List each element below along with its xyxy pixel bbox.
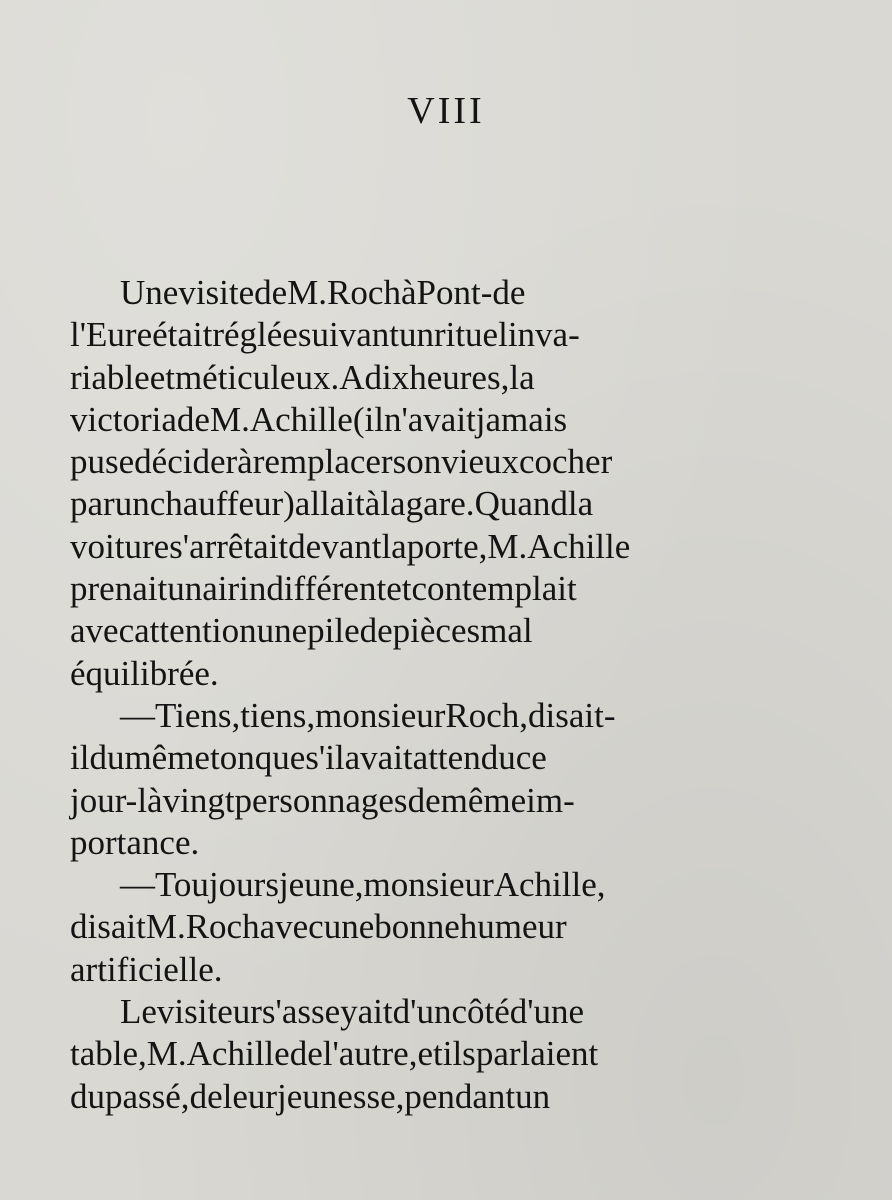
text-line: artificielle. — [70, 949, 223, 989]
chapter-number: VIII — [407, 90, 485, 132]
text-line: —Tiens,tiens,monsieurRoch,disait- — [120, 695, 616, 735]
text-line: UnevisitedeM.RochàPont-de — [120, 273, 526, 312]
text-line: jour-làvingtpersonnagesdemêmeim- — [70, 780, 575, 820]
text-line: portance. — [70, 822, 200, 862]
body-text — [70, 272, 830, 1118]
text-line: table,M.Achilledel'autre,etilsparlaient — [70, 1034, 599, 1074]
text-line: riableetméticuleux.Adixheures,la — [70, 357, 535, 397]
text-line: équilibrée. — [70, 653, 219, 693]
text-line: Levisiteurs'asseyaitd'uncôtéd'une — [120, 992, 585, 1032]
text-line: —Toujoursjeune,monsieurAchille, — [120, 865, 606, 905]
text-line: avecattentionunepiledepiècesmal — [70, 611, 533, 651]
text-line: ildumêmetonques'ilavaitattenduce — [70, 738, 547, 778]
text-line: dupassé,deleurjeunesse,pendantun — [70, 1076, 551, 1116]
text-line: victoriadeM.Achille(iln'avaitjamais — [70, 399, 568, 439]
text-line: l'Eureétaitrégléesuivantunrituelinva- — [70, 315, 580, 355]
text-line: disaitM.Rochavecunebonnehumeur — [70, 907, 567, 947]
text-line: prenaitunairindifférentetcontemplait — [70, 569, 577, 609]
text-line: parunchauffeur)allaitàlagare.Quandla — [70, 484, 594, 524]
text-line: pusedécideràremplacersonvieuxcocher — [70, 442, 613, 482]
text-line: voitures'arrêtaitdevantlaporte,M.Achille — [70, 526, 631, 566]
